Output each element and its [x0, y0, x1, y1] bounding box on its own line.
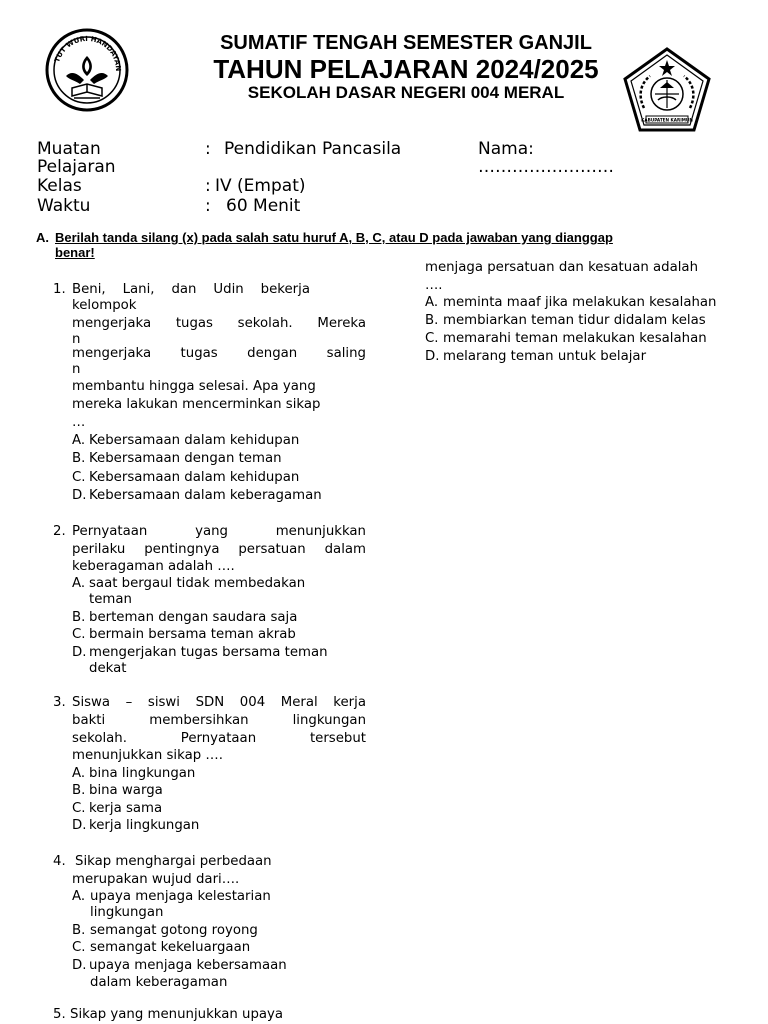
option-text-d[interactable]: kerja lingkungan	[89, 818, 200, 833]
question-text-line: n	[72, 362, 81, 377]
svg-text:TUT WURI HANDAYANI: TUT WURI HANDAYAN	[53, 34, 123, 72]
option-text-a[interactable]: bina lingkungan	[89, 766, 196, 781]
option-label-b[interactable]: B.	[72, 610, 86, 625]
option-label-a[interactable]: A.	[425, 295, 439, 310]
option-label-a[interactable]: A.	[72, 889, 86, 904]
question-text-line: mereka lakukan mencerminkan sikap	[72, 397, 321, 412]
question-text-line: keberagaman adalah ….	[72, 559, 235, 574]
option-text-b[interactable]: berteman dengan saudara saja	[89, 610, 298, 625]
time-value: 60 Menit	[226, 196, 301, 216]
option-text-d-cont[interactable]: dekat	[89, 661, 127, 676]
option-text-b[interactable]: membiarkan teman tidur didalam kelas	[443, 313, 706, 328]
question-number: 5.	[53, 1007, 66, 1022]
question-text-line: Siswa – siswi SDN 004 Meral kerja	[72, 695, 366, 710]
option-text-a[interactable]: Kebersamaan dalam kehidupan	[89, 433, 300, 448]
option-label-a[interactable]: A.	[72, 576, 86, 591]
option-label-b[interactable]: B.	[72, 451, 86, 466]
option-label-b[interactable]: B.	[72, 783, 86, 798]
question-text-line: membantu hingga selesai. Apa yang	[72, 379, 316, 394]
option-label-d[interactable]: D.	[72, 818, 87, 833]
exam-title: SUMATIF TENGAH SEMESTER GANJIL	[220, 32, 592, 54]
option-text-c[interactable]: semangat kekeluargaan	[90, 940, 251, 955]
option-text-c[interactable]: bermain bersama teman akrab	[89, 627, 296, 642]
question-text-line: ….	[425, 278, 443, 293]
question-text-line: mengerjaka tugas sekolah. Mereka	[72, 316, 366, 331]
option-label-a[interactable]: A.	[72, 766, 86, 781]
class-label: Kelas	[37, 176, 82, 196]
question-number: 1.	[53, 282, 66, 297]
question-text-line: mengerjaka tugas dengan saling	[72, 346, 366, 361]
option-label-a[interactable]: A.	[72, 433, 86, 448]
class-value: IV (Empat)	[215, 176, 306, 196]
question-text-line: Beni, Lani, dan Udin bekerja	[72, 282, 310, 297]
subject-label: Muatan	[37, 139, 101, 159]
time-label: Waktu	[37, 196, 91, 216]
class-separator: :	[205, 176, 211, 196]
question-text-line: kelompok	[72, 298, 137, 313]
option-text-c[interactable]: memarahi teman melakukan kesalahan	[443, 331, 707, 346]
option-text-b[interactable]: Kebersamaan dengan teman	[89, 451, 282, 466]
question-text-line: Sikap menghargai perbedaan	[75, 854, 272, 869]
option-label-c[interactable]: C.	[72, 470, 86, 485]
school-year-title: TAHUN PELAJARAN 2024/2025	[213, 54, 599, 84]
option-label-c[interactable]: C.	[72, 801, 86, 816]
option-text-b[interactable]: semangat gotong royong	[90, 923, 258, 938]
option-text-d[interactable]: mengerjakan tugas bersama teman	[89, 645, 328, 660]
school-name: SEKOLAH DASAR NEGERI 004 MERAL	[247, 83, 565, 102]
option-text-c[interactable]: Kebersamaan dalam kehidupan	[89, 470, 300, 485]
option-text-a[interactable]: upaya menjaga kelestarian	[90, 889, 271, 904]
tut-wuri-handayani-logo	[44, 26, 130, 114]
option-text-c[interactable]: kerja sama	[89, 801, 163, 816]
time-separator: :	[205, 196, 211, 216]
section-a-instruction-2: benar!	[55, 245, 95, 260]
name-fill-line[interactable]: ……………………	[478, 157, 614, 177]
option-label-c[interactable]: C.	[425, 331, 439, 346]
option-text-a[interactable]: saat bergaul tidak membedakan	[89, 576, 306, 591]
option-label-d[interactable]: D.	[72, 488, 87, 503]
option-label-c[interactable]: C.	[72, 940, 86, 955]
option-text-b[interactable]: bina warga	[89, 783, 163, 798]
question-text-line: n	[72, 332, 81, 347]
option-text-d[interactable]: Kebersamaan dalam keberagaman	[89, 488, 322, 503]
option-label-d[interactable]: D.	[72, 645, 87, 660]
question-text-line: sekolah. Pernyataan tersebut	[72, 731, 366, 746]
question-number: 2.	[53, 524, 66, 539]
subject-separator: :	[205, 139, 211, 159]
section-a-instruction: Berilah tanda silang (x) pada salah satu huruf A, B, C, atau D pada jawaban yang dianggap	[55, 230, 613, 245]
question-number: 4.	[53, 854, 66, 869]
question-text-line: merupakan wujud dari….	[72, 872, 240, 887]
tut-wuri-logo-icon	[44, 26, 130, 114]
name-label: Nama:	[478, 139, 534, 159]
option-label-b[interactable]: B.	[72, 923, 86, 938]
question-text-line: menjaga persatuan dan kesatuan adalah	[425, 260, 699, 275]
option-label-b[interactable]: B.	[425, 313, 439, 328]
option-label-d[interactable]: D.	[72, 958, 87, 973]
question-text-line: bakti membersihkan lingkungan	[72, 713, 366, 728]
question-text-line: perilaku pentingnya persatuan dalam	[72, 542, 366, 557]
question-text-line: Pernyataan yang menunjukkan	[72, 524, 366, 539]
question-text-line: menunjukkan sikap ….	[72, 748, 223, 763]
option-text-a[interactable]: meminta maaf jika melakukan kesalahan	[443, 295, 717, 310]
option-text-a-cont[interactable]: lingkungan	[90, 905, 164, 920]
option-text-d[interactable]: upaya menjaga kebersamaan	[89, 958, 287, 973]
question-text-line: Sikap yang menunjukkan upaya	[70, 1007, 284, 1022]
section-a-letter: A.	[36, 230, 49, 245]
option-label-c[interactable]: C.	[72, 627, 86, 642]
question-number: 3.	[53, 695, 66, 710]
subject-value: Pendidikan Pancasila	[224, 139, 402, 159]
svg-text:KABUPATEN KARIMUN: KABUPATEN KARIMUN	[641, 117, 693, 123]
option-text-a-cont[interactable]: teman	[89, 592, 132, 607]
option-label-d[interactable]: D.	[425, 349, 440, 364]
subject-label-2: Pelajaran	[37, 157, 116, 177]
option-text-d[interactable]: melarang teman untuk belajar	[443, 349, 647, 364]
question-text-line: …	[72, 415, 86, 430]
option-text-d-cont[interactable]: dalam keberagaman	[90, 975, 228, 990]
